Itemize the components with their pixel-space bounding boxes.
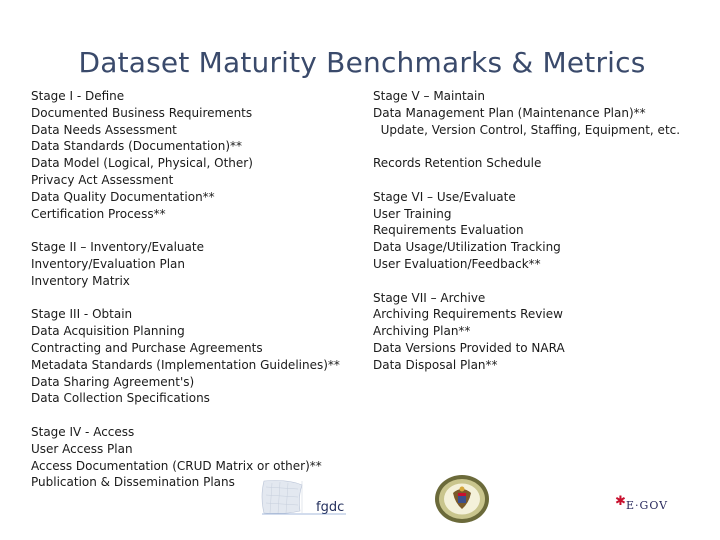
stage-1-item: Data Standards (Documentation)**: [31, 139, 242, 154]
stage-1-item: Data Needs Assessment: [31, 122, 177, 137]
stage-7-item: Archiving Requirements Review: [373, 307, 563, 322]
stage-7-item: Data Disposal Plan**: [373, 357, 498, 372]
stage-5-heading: Stage V – Maintain: [373, 89, 485, 103]
stage-6-item: Requirements Evaluation: [373, 223, 524, 238]
right-column: [373, 88, 703, 374]
stage-7-heading: Stage VII – Archive: [373, 290, 486, 305]
stage-2-item: Inventory Matrix: [31, 273, 130, 288]
stage-2-item: Inventory/Evaluation Plan: [31, 256, 186, 271]
stage-5-item: Data Management Plan (Maintenance Plan)**: [373, 105, 646, 120]
stage-4-item: Access Documentation (CRUD Matrix or other)**: [31, 458, 322, 473]
stage-6-item: User Training: [373, 206, 452, 221]
svg-text:fgdc: fgdc: [316, 500, 345, 515]
stage-6-item: User Evaluation/Feedback**: [373, 256, 541, 271]
stage-1-item: Privacy Act Assessment: [31, 172, 174, 187]
stage-3-item: Data Acquisition Planning: [31, 324, 185, 339]
seal-emblem: [433, 473, 491, 525]
egov-logo-text: E·GOV: [626, 499, 669, 512]
stage-4-item: Publication & Dissemination Plans: [31, 475, 235, 490]
stage-7-item: Archiving Plan**: [373, 324, 471, 339]
stage-3-item: Data Sharing Agreement's): [31, 374, 195, 389]
records-retention: Records Retention Schedule: [373, 156, 542, 171]
stage-7-item: Data Versions Provided to NARA: [373, 340, 565, 355]
stage-1-item: Data Model (Logical, Physical, Other): [31, 156, 253, 171]
stage-2-heading: Stage II – Inventory/Evaluate: [31, 240, 204, 255]
star-icon: ✱: [615, 494, 626, 509]
stage-4-item: User Access Plan: [31, 441, 133, 456]
stage-3-heading: Stage III - Obtain: [31, 307, 133, 322]
stage-1-item: Documented Business Requirements: [31, 105, 253, 120]
stage-1-item: Data Quality Documentation**: [31, 189, 215, 204]
stage-5-item: Update, Version Control, Staffing, Equipment, etc.: [373, 122, 681, 137]
stage-1-heading: Stage I - Define: [31, 89, 125, 103]
stage-3-item: Metadata Standards (Implementation Guidelines)**: [31, 357, 340, 372]
egov-logo: [614, 494, 674, 516]
stage-6-heading: Stage VI – Use/Evaluate: [373, 189, 516, 204]
stage-3-item: Data Collection Specifications: [31, 391, 210, 406]
stage-1-item: Certification Process**: [31, 206, 166, 221]
page-title: Dataset Maturity Benchmarks & Metrics: [78, 46, 646, 79]
stage-4-heading: Stage IV - Access: [31, 424, 135, 439]
fgdc-logo: [258, 477, 353, 519]
stage-3-item: Contracting and Purchase Agreements: [31, 340, 263, 355]
stage-6-item: Data Usage/Utilization Tracking: [373, 240, 561, 255]
left-column: [31, 88, 361, 491]
